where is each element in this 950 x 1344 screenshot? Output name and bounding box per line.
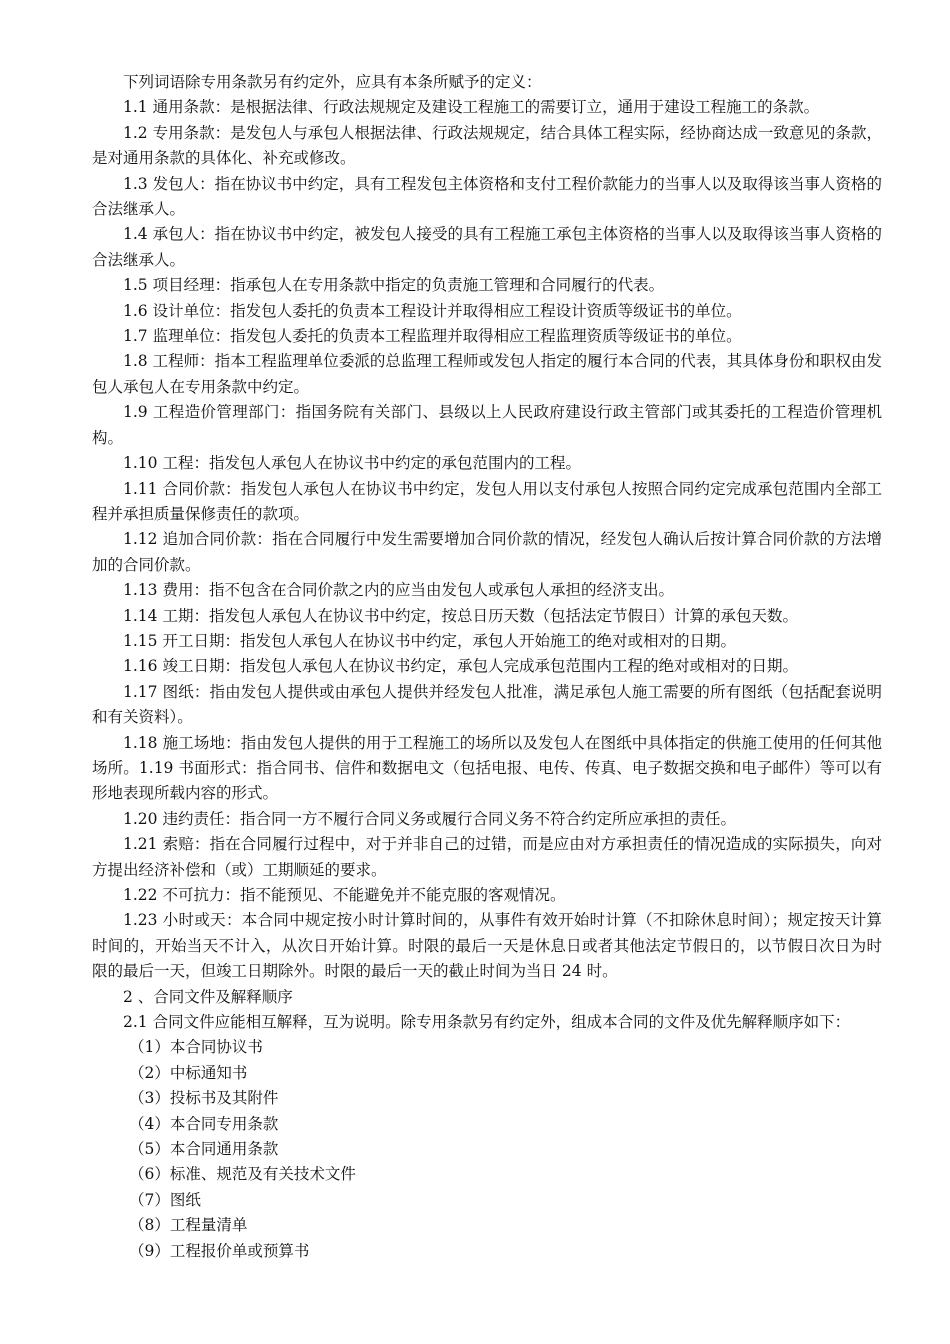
clause-1-17: 1.17 图纸：指由发包人提供或由承包人提供并经发包人批准，满足承包人施工需要的所有图纸（包括配套说明和有关资料）。 [92, 682, 882, 727]
clause-1-7: 1.7 监理单位：指发包人委托的负责本工程监理并取得相应工程监理资质等级证书的单位。 [123, 327, 742, 346]
clause-1-8: 1.8 工程师：指本工程监理单位委派的总监理工程师或发包人指定的履行本合同的代表，其具体身份和职权由发包人承包人在专用条款中约定。 [92, 352, 882, 396]
list-item: （3）投标书及其附件 [129, 1089, 279, 1108]
clause-1-2: 1.2 专用条款：是发包人与承包人根据法律、行政法规规定，结合具体工程实际，经协商达成一致意见的条款，是对通用条款的具体化、补充或修改。 [92, 123, 882, 168]
list-item: （2）中标通知书 [129, 1063, 248, 1082]
clause-1-1: 1.1 通用条款：是根据法律、行政法规规定及建设工程施工的需要订立，通用于建设工程施工的条款。 [123, 98, 820, 117]
clause-1-20: 1.20 违约责任：指合同一方不履行合同义务或履行合同义务不符合约定所应承担的责任。 [123, 809, 736, 828]
document-order-list [92, 1035, 882, 1264]
list-item: （5）本合同通用条款 [129, 1140, 279, 1159]
list-item: （6）标准、规范及有关技术文件 [129, 1165, 356, 1184]
clause-1-10: 1.10 工程：指发包人承包人在协议书中约定的承包范围内的工程。 [123, 454, 581, 473]
clause-1-9: 1.9 工程造价管理部门：指国务院有关部门、县级以上人民政府建设行政主管部门或其委托的工程造价管理机构。 [92, 403, 882, 447]
clause-1-13: 1.13 费用：指不包含在合同价款之内的应当由发包人或承包人承担的经济支出。 [123, 581, 674, 600]
list-item: （7）图纸 [129, 1190, 201, 1209]
clause-1-23: 1.23 小时或天：本合同中规定按小时计算时间的，从事件有效开始时计算（不扣除休息时间）；规定按天计算时间的，开始当天不计入，从次日开始计算。时限的最后一天是休息日或者其他法定节假日的，以节假日次日为时限的最后一天，但竣工日期除外。时限的最后一天的截止时间为当日 24 时。 [92, 911, 882, 981]
list-item: （8）工程量清单 [129, 1216, 248, 1235]
clause-1-4: 1.4 承包人：指在协议书中约定，被发包人接受的具有工程施工承包主体资格的当事人以及取得该当事人资格的合法继承人。 [92, 225, 882, 269]
clause-2-1: 2.1 合同文件应能相互解释，互为说明。除专用条款另有约定外，组成本合同的文件及优先解释顺序如下： [123, 1013, 851, 1032]
clause-1-5: 1.5 项目经理：指承包人在专用条款中指定的负责施工管理和合同履行的代表。 [123, 276, 665, 295]
list-item: （1）本合同协议书 [129, 1038, 263, 1057]
clause-1-22: 1.22 不可抗力：指不能预见、不能避免并不能克服的客观情况。 [123, 886, 566, 904]
clause-1-3: 1.3 发包人：指在协议书中约定，具有工程发包主体资格和支付工程价款能力的当事人以及取得该当事人资格的合法继承人。 [92, 174, 882, 219]
section-2-heading: 2 、合同文件及解释顺序 [123, 987, 293, 1006]
clause-1-14: 1.14 工期：指发包人承包人在协议书中约定，按总日历天数（包括法定节假日）计算的承包天数。 [123, 606, 798, 625]
intro-paragraph: 下列词语除专用条款另有约定外，应具有本条所赋予的定义： [123, 73, 542, 91]
list-item: （9）工程报价单或预算书 [129, 1241, 310, 1260]
clause-1-15: 1.15 开工日期：指发包人承包人在协议书中约定，承包人开始施工的绝对或相对的日期。 [123, 631, 736, 650]
clause-1-16: 1.16 竣工日期：指发包人承包人在协议书约定，承包人完成承包范围内工程的绝对或相对的日期。 [123, 657, 798, 676]
clause-1-12: 1.12 追加合同价款：指在合同履行中发生需要增加合同价款的情况，经发包人确认后按计算合同价款的方法增加的合同价款。 [92, 530, 882, 574]
clause-1-6: 1.6 设计单位：指发包人委托的负责本工程设计并取得相应工程设计资质等级证书的单位。 [123, 301, 742, 320]
document-body [92, 70, 882, 1264]
clause-1-18-1-19: 1.18 施工场地：指由发包人提供的用于工程施工的场所以及发包人在图纸中具体指定的供施工使用的任何其他场所。1.19 书面形式：指合同书、信件和数据电文（包括电报、电传、传真、电子数据交换和电子邮件）等可以有形地表现所载内容的形式。 [92, 733, 882, 803]
clause-1-11: 1.11 合同价款：指发包人承包人在协议书中约定，发包人用以支付承包人按照合同约定完成承包范围内全部工程并承担质量保修责任的款项。 [92, 479, 882, 523]
clause-1-21: 1.21 索赔：指在合同履行过程中，对于并非自己的过错，而是应由对方承担责任的情况造成的实际损失，向对方提出经济补偿和（或）工期顺延的要求。 [92, 835, 882, 879]
list-item: （4）本合同专用条款 [129, 1114, 279, 1133]
